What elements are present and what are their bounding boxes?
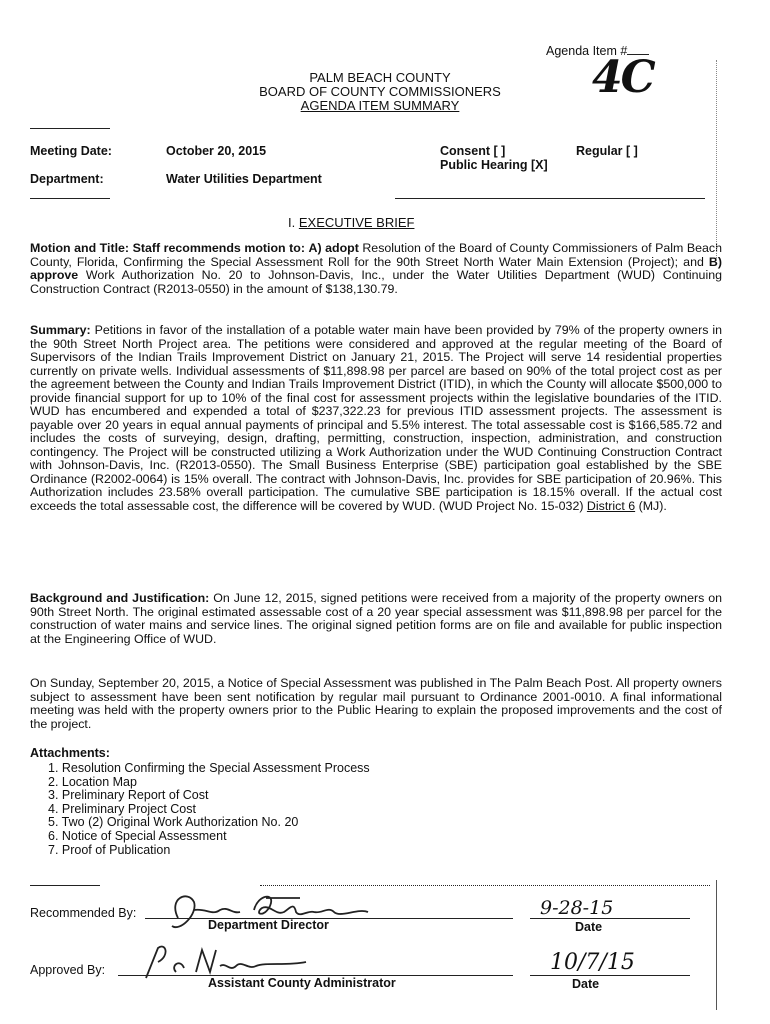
agenda-item-label-text: Agenda Item # <box>546 44 628 58</box>
header-summary: AGENDA ITEM SUMMARY <box>300 98 460 113</box>
department-value: Water Utilities Department <box>166 172 322 186</box>
motion-a-text: Resolution of the Board of County Commissioners of Palm Beach County, Florida, Confirming the Special Assessment Roll for the 90th Street North Water Main Extension (Project); and <box>30 241 722 269</box>
public-hearing-option: Public Hearing [X] <box>440 158 548 172</box>
motion-a-label: A) adopt <box>308 241 359 255</box>
scan-margin-line-upper <box>716 60 717 260</box>
motion-b-text: Work Authorization No. 20 to Johnson-Davis, Inc., under the Water Utilities Department (WUD) Continuing Construction Contract (R2013-0550) in the amount of $138,130.79. <box>30 268 722 296</box>
assistant-administrator-title: Assistant County Administrator <box>208 976 396 990</box>
list-item: 4. Preliminary Project Cost <box>48 801 196 816</box>
background-text: On June 12, 2015, signed petitions were received from a majority of the property owners on 90th Street North. The original estimated assessable cost of a 20 year special assessment was $11,898.98 per parcel for the construction of water mains and service lines. The original signed petition forms are on file and available for public inspection at the Engineering Office of WUD. <box>30 591 722 646</box>
approved-by-label: Approved By: <box>30 963 106 977</box>
summary-initials: (MJ). <box>638 498 667 513</box>
motion-paragraph <box>30 242 722 296</box>
divider-short <box>30 128 110 129</box>
recommended-date-label: Date <box>575 920 603 934</box>
list-item: 7. Proof of Publication <box>48 842 171 857</box>
attachments-label: Attachments: <box>30 746 110 760</box>
scan-margin-line-lower <box>716 880 717 1010</box>
approved-date-value: 10/7/15 <box>550 950 635 975</box>
summary-label: Summary: <box>30 323 91 337</box>
summary-paragraph <box>30 324 722 513</box>
document-header <box>200 71 560 113</box>
meeting-date-label: Meeting Date: <box>30 144 112 158</box>
consent-option: Consent [ ] <box>440 144 506 158</box>
department-director-title: Department Director <box>208 918 329 932</box>
approved-date-line <box>530 975 690 976</box>
motion-label: Motion and Title: <box>30 241 130 255</box>
department-label: Department: <box>30 172 104 186</box>
divider-left <box>30 198 110 199</box>
notice-text: On Sunday, September 20, 2015, a Notice of Special Assessment was published in The Palm Beach Post. All property owners subject to assessment have been sent notification by regular mail pursuant to Ordinance 2001-0010. A final informational meeting was held with the property owners prior to the Public Hearing to explain the proposed improvements and the cost of the project. <box>30 676 722 731</box>
regular-option: Regular [ ] <box>576 144 638 158</box>
header-county: PALM BEACH COUNTY <box>309 70 451 85</box>
background-label: Background and Justification: <box>30 591 210 605</box>
notice-paragraph <box>30 677 722 731</box>
summary-text: Petitions in favor of the installation of a potable water main have been provided by 79% of the property owners in the 90th Street North Project area. The petitions were considered and approved at the regular meeting of the Board of Supervisors of the Indian Trails Improvement District on January 21, 2015. The Project will serve 14 residential properties currently on private wells. Individual assessments of $11,898.98 per parcel are based on 90% of the total project cost as per the agreement between the County and Indian Trails Improvement District (ITID), in which the County will allocate $500,000 to provide financial support for up to 10% of the final cost for assessment projects within the legislative boundaries of the ITID. WUD has encumbered and expended a total of $237,322.23 for previous ITID assessment projects. The assessment is payable over 20 years in equal annual payments of principal and 5.5% interest. The total assessable cost is $166,585.72 and includes the costs of surveying, design, drafting, permitting, construction, inspection, administration, and construction contingency. The Project will be constructed utilizing a Work Authorization under the WUD Continuing Construction Contract with Johnson-Davis, Inc. (R2013-0550). The Small Business Enterprise (SBE) participation goal established by the SBE Ordinance (R2002-0064) is 15% overall. The contract with Johnson-Davis, Inc. provides for SBE participation of 20.96%. This Authorization includes 23.58% overall participation. The cumulative SBE participation is 18.15% overall. If the actual cost exceeds the total assessable cost, the difference will be covered by WUD. (WUD Project No. 15-032) <box>30 323 722 513</box>
background-paragraph <box>30 592 722 646</box>
motion-lead: Staff recommends motion to: <box>132 241 305 255</box>
list-item: 1. Resolution Confirming the Special Assessment Process <box>48 761 370 775</box>
recommended-by-label: Recommended By: <box>30 906 137 920</box>
meeting-date-value: October 20, 2015 <box>166 144 267 158</box>
list-item: 5. Two (2) Original Work Authorization No. 20 <box>48 815 299 830</box>
section-numeral: I. <box>288 215 296 230</box>
list-item: 2. Location Map <box>48 774 137 789</box>
signature-divider-left <box>30 885 100 886</box>
recommended-date-line <box>530 918 690 919</box>
approved-date-label: Date <box>572 977 600 991</box>
motion-b-label: B) approve <box>30 254 722 282</box>
header-board: BOARD OF COUNTY COMMISSIONERS <box>259 84 501 99</box>
list-item: 3. Preliminary Report of Cost <box>48 788 209 803</box>
divider-right <box>395 198 705 199</box>
recommended-date-value: 9-28-15 <box>540 897 614 919</box>
section-title <box>288 215 414 230</box>
summary-district: District 6 <box>586 498 636 513</box>
agenda-item-number: 4C <box>592 52 654 103</box>
section-title-text: EXECUTIVE BRIEF <box>298 215 415 230</box>
list-item: 6. Notice of Special Assessment <box>48 828 227 843</box>
signature-divider-right <box>260 885 710 886</box>
attachments-list <box>48 762 370 857</box>
